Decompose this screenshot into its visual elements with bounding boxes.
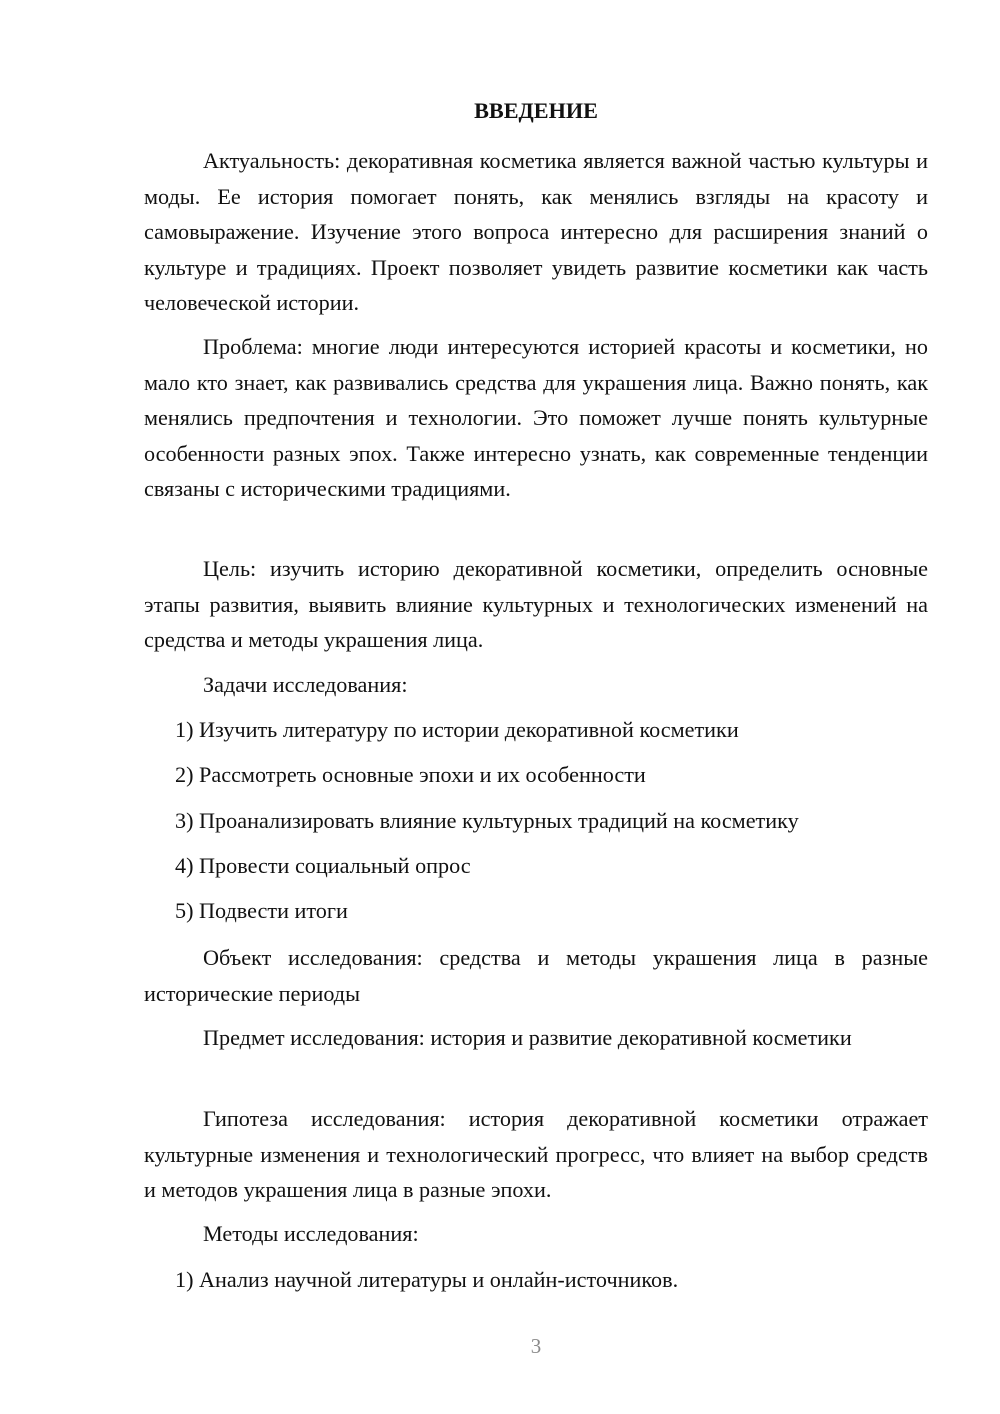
paragraph-problem: Проблема: многие люди интересуются историей красоты и косметики, но мало кто знает, как развивались средства для украшения лица. Важно понять, как менялись предпочтения и технологии. Это поможет лучше понять культурные особенности разных эпох. Также интересно узнать, как современные тенденции связаны с историческими традициями. <box>144 334 928 501</box>
paragraph-object: Объект исследования: средства и методы украшения лица в разные исторические периоды <box>144 945 928 1006</box>
page-number: 3 <box>530 1334 542 1358</box>
task-item: 4) Провести социальный опрос <box>175 853 471 878</box>
paragraph-subject: Предмет исследования: история и развитие декоративной косметики <box>203 1025 852 1050</box>
paragraph-goal: Цель: изучить историю декоративной косметики, определить основные этапы развития, выявить влияние культурных и технологических изменений на средства и методы украшения лица. <box>144 556 928 652</box>
method-item: 1) Анализ научной литературы и онлайн-источников. <box>175 1267 679 1292</box>
task-item: 3) Проанализировать влияние культурных традиций на косметику <box>175 808 799 833</box>
section-heading: ВВЕДЕНИЕ <box>474 98 598 123</box>
task-item: 2) Рассмотреть основные эпохи и их особенности <box>175 762 646 787</box>
methods-title: Методы исследования: <box>203 1221 419 1246</box>
paragraph-hypothesis: Гипотеза исследования: история декоративной косметики отражает культурные изменения и технологический прогресс, что влияет на выбор средств и методов украшения лица в разные эпохи. <box>144 1106 928 1202</box>
paragraph-relevance: Актуальность: декоративная косметика является важной частью культуры и моды. Ее история помогает понять, как менялись взгляды на красоту и самовыражение. Изучение этого вопроса интересно для расширения знаний о культуре и традициях. Проект позволяет увидеть развитие косметики как часть человеческой истории. <box>144 148 928 315</box>
task-item: 1) Изучить литературу по истории декоративной косметики <box>175 717 739 742</box>
tasks-title: Задачи исследования: <box>203 672 408 697</box>
task-item: 5) Подвести итоги <box>175 898 348 923</box>
